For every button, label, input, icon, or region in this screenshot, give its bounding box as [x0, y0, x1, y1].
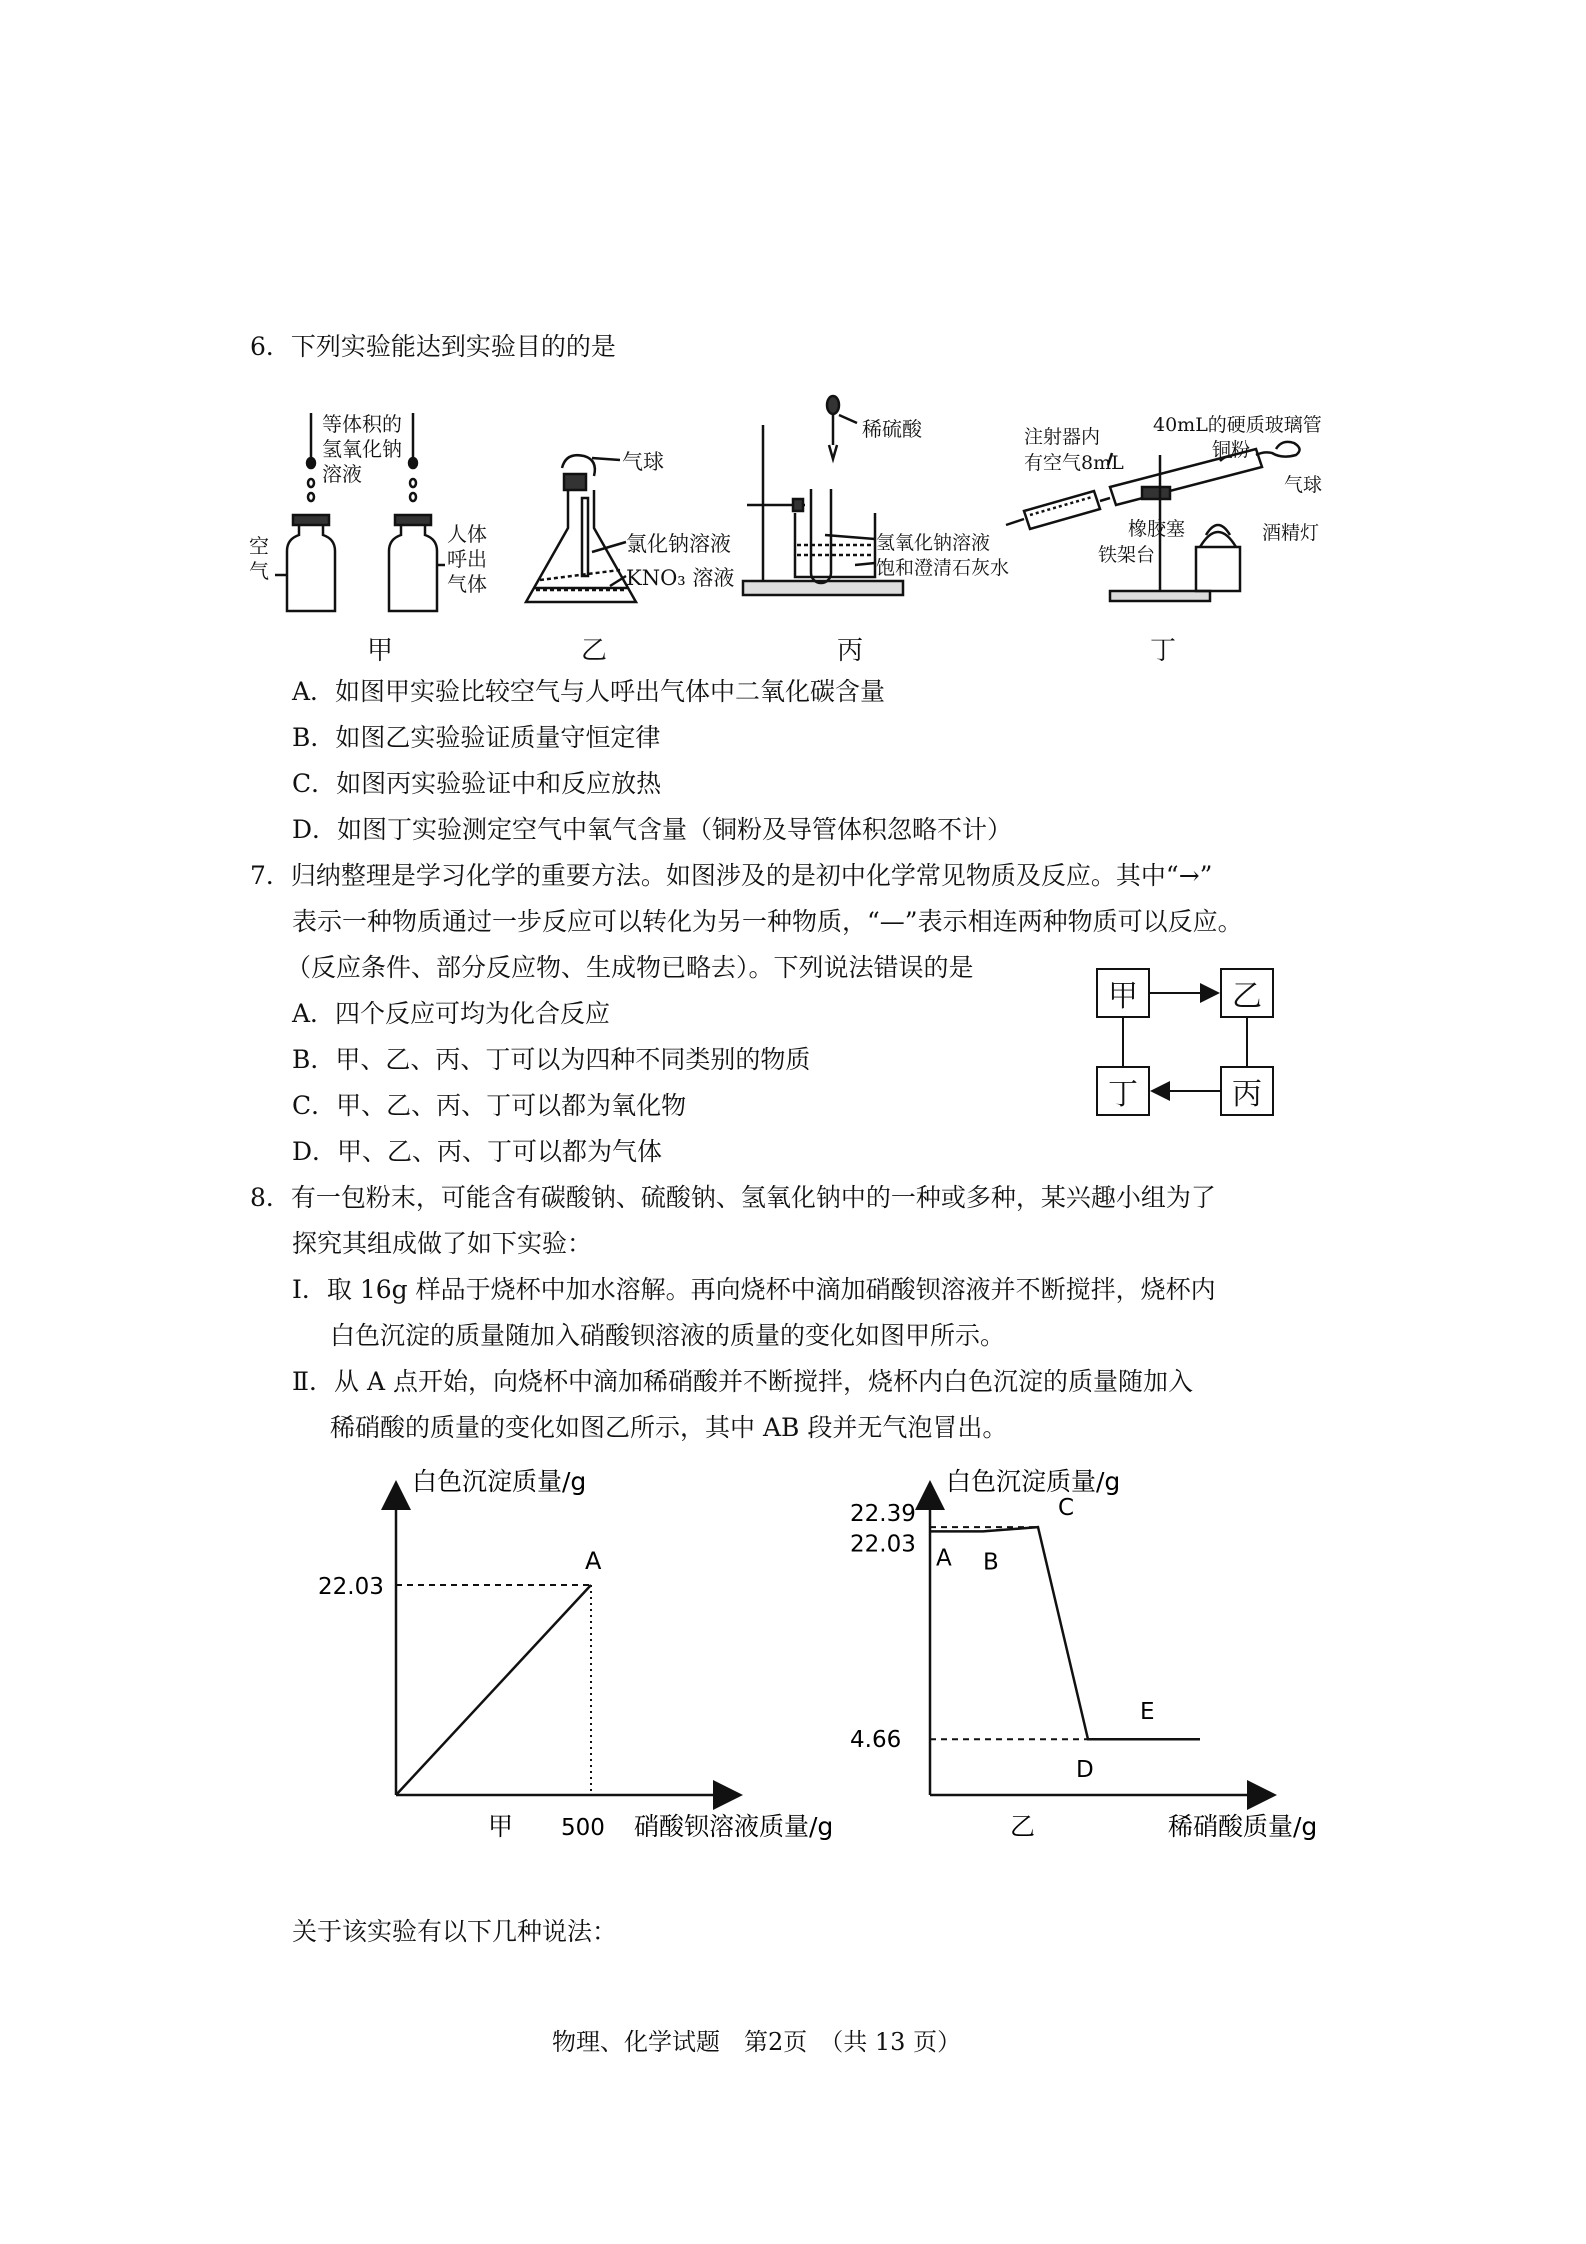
jia-dropper-label-1: 等体积的: [322, 412, 402, 436]
data-line: [930, 1527, 1200, 1739]
data-line: [396, 1585, 591, 1795]
point-label-d: D: [1076, 1757, 1094, 1784]
ding-syringe-label-1: 注射器内: [1024, 426, 1101, 448]
y-axis-title: 白色沉淀质量/g: [946, 1467, 1121, 1496]
ding-stopper-label: 橡胶塞: [1128, 518, 1186, 540]
caption-jia: 甲: [367, 636, 394, 666]
jia-dropper-label-2: 氢氧化钠: [322, 437, 402, 461]
node-bing: 丙: [1220, 1066, 1274, 1116]
yi-nacl-label: 氯化钠溶液: [626, 532, 731, 556]
q7-stem-1: 7．归纳整理是学习化学的重要方法。如图涉及的是初中化学常见物质及反应。其中“→”: [250, 861, 1213, 890]
ding-lamp-label: 酒精灯: [1262, 522, 1320, 544]
yi-kno3-label: KNO₃ 溶液: [626, 566, 735, 590]
bing-limewater-label: 饱和澄清石灰水: [876, 557, 1010, 579]
q8-stem-2: 探究其组成做了如下实验：: [292, 1229, 593, 1258]
q8-step2-2: 稀硝酸的质量的变化如图乙所示，其中 AB 段并无气泡冒出。: [330, 1413, 1008, 1442]
node-ding: 丁: [1096, 1066, 1150, 1116]
q7-stem-3: （反应条件、部分反应物、生成物已略去）。下列说法错误的是: [286, 953, 974, 982]
q6-stem: 6．下列实验能达到实验目的的是: [250, 332, 616, 361]
q8-step2-1: Ⅱ．从 A 点开始，向烧杯中滴加稀硝酸并不断搅拌，烧杯内白色沉淀的质量随加入: [292, 1367, 1193, 1396]
q8-closing: 关于该实验有以下几种说法：: [292, 1917, 618, 1946]
bing-naoh-label: 氢氧化钠溶液: [876, 532, 991, 554]
point-label-e: E: [1140, 1699, 1155, 1726]
caption-yi: 乙: [581, 636, 608, 666]
y-tick-label: 4.66: [850, 1727, 902, 1754]
q6-option-a: A．如图甲实验比较空气与人呼出气体中二氧化碳含量: [292, 677, 886, 706]
q6-option-b: B．如图乙实验验证质量守恒定律: [292, 723, 661, 752]
q7-option-b: B．甲、乙、丙、丁可以为四种不同类别的物质: [292, 1045, 811, 1074]
ding-copper-label: 铜粉: [1212, 439, 1251, 461]
ding-balloon-label: 气球: [1284, 474, 1323, 496]
y-tick-label: 22.03: [318, 1574, 384, 1600]
ding-tube-label: 40mL的硬质玻璃管: [1153, 414, 1322, 436]
chart-yi: [820, 1460, 1340, 1845]
ding-syringe-label-2: 有空气8mL: [1024, 452, 1124, 474]
caption-ding: 丁: [1150, 636, 1177, 666]
q7-stem-2: 表示一种物质通过一步反应可以转化为另一种物质，“—”表示相连两种物质可以反应。: [292, 907, 1243, 936]
q7-option-d: D．甲、乙、丙、丁可以都为气体: [292, 1137, 663, 1166]
page-footer: 物理、化学试题 第2页 （共 13 页）: [552, 2028, 962, 2056]
bing-acid-label: 稀硫酸: [862, 417, 922, 441]
jia-breath-label-2: 呼出: [447, 547, 487, 571]
q8-step1-2: 白色沉淀的质量随加入硝酸钡溶液的质量的变化如图甲所示。: [330, 1321, 1006, 1350]
q6-option-c: C．如图丙实验验证中和反应放热: [292, 769, 662, 798]
x-axis-title: 硝酸钡溶液质量/g: [634, 1812, 834, 1841]
y-tick-label: 22.03: [850, 1531, 916, 1558]
jia-breath-label-3: 气体: [447, 572, 487, 596]
jia-dropper-label-3: 溶液: [322, 462, 362, 486]
chart-caption: 甲: [488, 1812, 514, 1841]
chart-jia: [300, 1460, 834, 1845]
q7-diagram: [1090, 960, 1290, 1130]
jia-breath-label-1: 人体: [447, 522, 487, 546]
x-tick-label: 500: [561, 1815, 605, 1841]
chart-caption: 乙: [1010, 1812, 1036, 1841]
x-axis-title: 稀硝酸质量/g: [1168, 1812, 1318, 1841]
q8-stem-1: 8．有一包粉末，可能含有碳酸钠、硫酸钠、氢氧化钠中的一种或多种，某兴趣小组为了: [250, 1183, 1216, 1212]
node-jia: 甲: [1096, 968, 1150, 1018]
node-yi: 乙: [1220, 968, 1274, 1018]
jia-air-label-1: 空: [249, 534, 269, 558]
q7-option-c: C．甲、乙、丙、丁可以都为氧化物: [292, 1091, 687, 1120]
point-label-a: A: [936, 1545, 952, 1572]
jia-air-label-2: 气: [249, 559, 269, 583]
point-label-b: B: [983, 1549, 999, 1576]
point-label-c: C: [1058, 1495, 1075, 1522]
y-axis-title: 白色沉淀质量/g: [412, 1467, 587, 1496]
ding-stand-label: 铁架台: [1098, 544, 1156, 566]
q8-step1-1: Ⅰ．取 16g 样品于烧杯中加水溶解。再向烧杯中滴加硝酸钡溶液并不断搅拌，烧杯内: [292, 1275, 1216, 1304]
point-label-a: A: [585, 1547, 602, 1575]
y-tick-label: 22.39: [850, 1501, 916, 1528]
q6-option-d: D．如图丁实验测定空气中氧气含量（铜粉及导管体积忽略不计）: [292, 815, 1013, 844]
diagram-arrows: [1090, 960, 1290, 1130]
yi-balloon-label: 气球: [622, 450, 664, 474]
q7-option-a: A．四个反应可均为化合反应: [292, 999, 611, 1028]
caption-bing: 丙: [837, 636, 864, 666]
